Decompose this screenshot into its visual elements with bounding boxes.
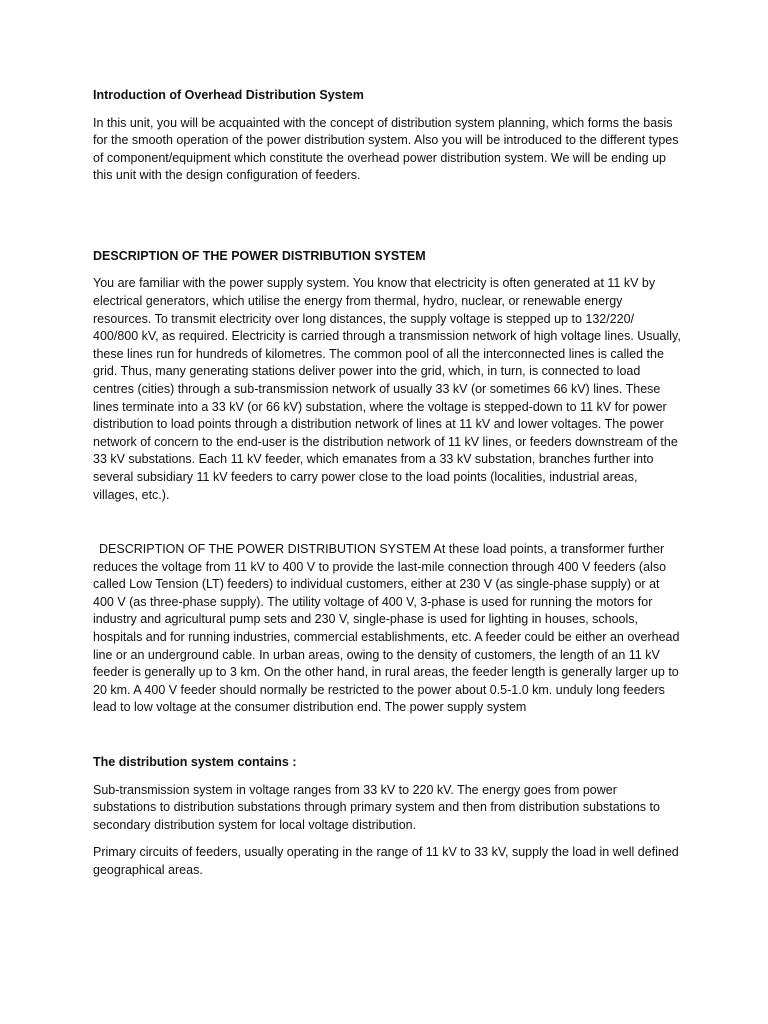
paragraph-description-2: DESCRIPTION OF THE POWER DISTRIBUTION SYSTEM At these load points, a transformer further reduces the voltage from 11 kV to 400 V to provide the last-mile connection through 400 V feeders (also called Low Tension (LT) feeders) to individual customers, either at 230 V (as single-phase supply) or at 400 V (as three-phase supply). The utility voltage of 400 V, 3-phase is used for running the motors for industry and agricultural pump sets and 230 V, single-phase is used for lighting in houses, schools, hospitals and for running industries, commercial establishments, etc. A feeder could be either an overhead line or an underground cable. In urban areas, owing to the density of customers, the length of an 11 kV feeder is generally up to 3 km. On the other hand, in rural areas, the feeder length is generally larger up to 20 km. A 400 V feeder should normally be restricted to the power about 0.5-1.0 km. unduly long feeders lead to low voltage at the consumer distribution end. The power supply system xyxy=(93,542,680,715)
document-page xyxy=(93,86,681,880)
heading-description: DESCRIPTION OF THE POWER DISTRIBUTION SYSTEM xyxy=(93,248,426,263)
heading-intro: Introduction of Overhead Distribution System xyxy=(93,88,364,102)
paragraph-contains-2: Primary circuits of feeders, usually operating in the range of 11 kV to 33 kV, supply the load in well defined geographical areas. xyxy=(93,845,679,877)
paragraph-contains-1: Sub-transmission system in voltage ranges from 33 kV to 220 kV. The energy goes from power substations to distribution substations through primary system and then from distribution substations to secondary distribution system for local voltage distribution. xyxy=(93,782,660,832)
paragraph-description-1: You are familiar with the power supply system. You know that electricity is often generated at 11 kV by electrical generators, which utilise the energy from thermal, hydro, nuclear, or renewable energy resources. To transmit electricity over long distances, the supply voltage is stepped up to 132/220/ 400/800 kV, as required. Electricity is carried through a transmission network of high voltage lines. Usually, these lines run for hundreds of kilometres. The common pool of all the interconnected lines is called the grid. Thus, many generating stations deliver power into the grid, which, in turn, is connected to load centres (cities) through a sub-transmission network of usually 33 kV (or sometimes 66 kV) lines. These lines terminate into a 33 kV (or 66 kV) substation, where the voltage is stepped-down to 11 kV for power distribution to load points through a distribution network of lines at 11 kV and lower voltages. The power network of concern to the end-user is the distribution network of 11 kV lines, or feeders downstream of the 33 kV substations. Each 11 kV feeder, which emanates from a 33 kV substation, branches further into several subsidiary 11 kV feeders to carry power close to the load points (localities, industrial areas, villages, etc.). xyxy=(93,276,681,502)
heading-contains: The distribution system contains : xyxy=(93,755,297,770)
paragraph-intro: In this unit, you will be acquainted with the concept of distribution system planning, which forms the basis for the smooth operation of the power distribution system. Also you will be introduced to the different types of component/equipment which constitute the overhead power distribution system. We will be ending up this unit with the design configuration of feeders. xyxy=(93,115,679,183)
